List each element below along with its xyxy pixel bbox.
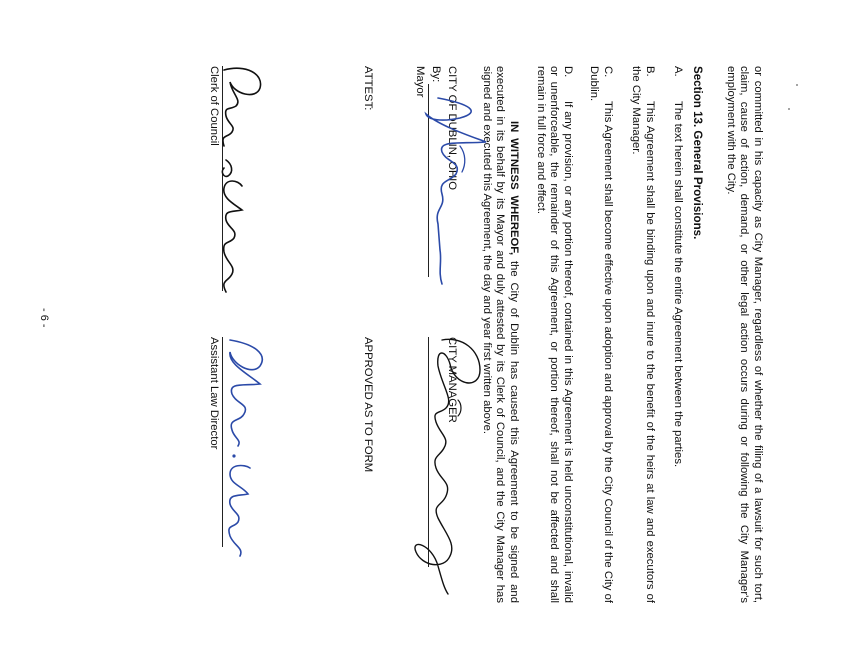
mayor-signature-image: [420, 90, 500, 290]
scan-speck: [796, 84, 798, 86]
provision-d-letter: D.: [562, 66, 574, 78]
section-heading: Section 13. General Provisions.: [691, 66, 704, 240]
scan-speck: [788, 108, 790, 110]
provision-b: [629, 66, 656, 603]
provision-d: [533, 66, 574, 603]
clerk-label: Clerk of Council: [208, 66, 220, 146]
provision-a: [670, 66, 684, 603]
witness-lead: IN WITNESS WHEREOF,: [508, 121, 520, 256]
opening-paragraph: [723, 66, 764, 603]
law-director-label: Assistant Law Director: [208, 337, 220, 450]
law-director-signature-image: [210, 334, 290, 564]
provision-c: [587, 66, 614, 603]
attest-label: ATTEST:: [362, 66, 374, 111]
provision-c-text: This Agreement shall become effective upon adoption and approval by the City Council of the City of Dublin.: [588, 66, 614, 603]
approved-label: APPROVED AS TO FORM: [362, 337, 374, 473]
by-label: By:: [430, 66, 442, 83]
provision-a-text: The text herein shall constitute the entire Agreement between the parties.: [672, 101, 684, 468]
city-manager-label: CITY MANAGER: [446, 337, 458, 423]
city-manager-signature-image: [402, 330, 502, 600]
provision-c-letter: C.: [602, 66, 614, 78]
page-number: - 6 -: [38, 308, 50, 328]
provision-d-text: If any provision, or any portion thereof, contained in this Agreement is held unconstitutional, invalid or unenforceable, the remainder of this Agreement, or portion thereof, shall not be affected and shall remain in full force and effect.: [534, 66, 574, 603]
opening-paragraph-text: or committed in his capacity as City Manager, regardless of whether the filing of a lawsuit for such tort, claim, cause of action, demand, or other legal action occurs during or following the City Manager's employment with the City.: [724, 66, 764, 603]
witness-text: the City of Dublin has caused this Agreement to be signed and executed in its behalf by its Mayor and duly attested by its Clerk of Council, and the City Manager has signed and executed this Agreement, the day and year first written above.: [480, 66, 520, 603]
provision-b-letter: B.: [644, 66, 656, 77]
provision-b-text: This Agreement shall be binding upon and inure to the benefit of the heirs at law and executors of the City Manager.: [630, 66, 656, 603]
city-label: CITY OF DUBLIN, OHIO: [446, 66, 458, 191]
provision-a-letter: A.: [672, 66, 684, 77]
mayor-label: Mayor: [414, 66, 426, 98]
clerk-signature-image: [200, 60, 290, 300]
